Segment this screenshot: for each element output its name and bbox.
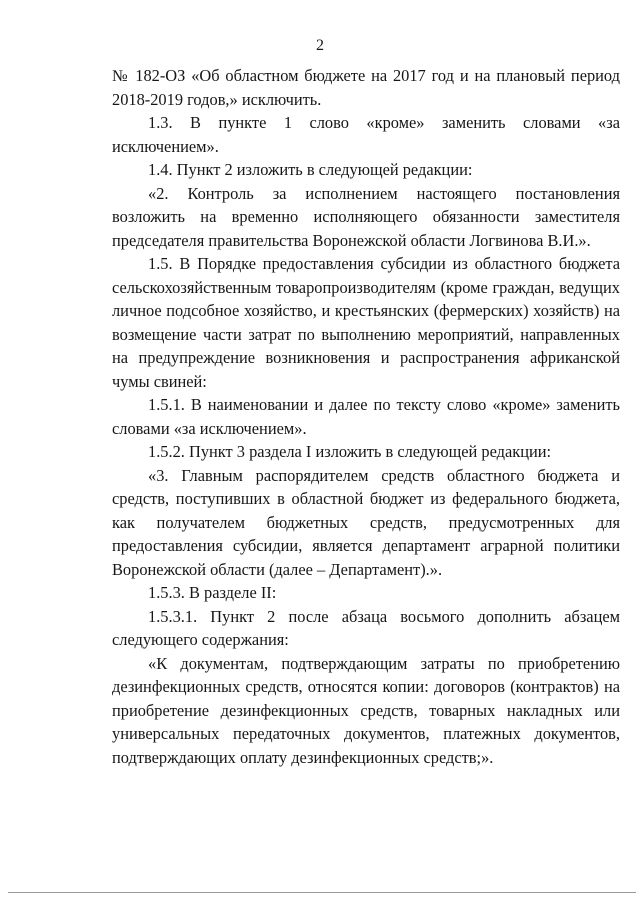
paragraph-control-clause: «2. Контроль за исполнением настоящего постановления возложить на временно исполняющего обязанности заместителя председателя правительства Воронежской области Логвинова В.И.». — [112, 183, 620, 250]
document-body — [112, 64, 620, 769]
paragraph-1-5-3: 1.5.3. В разделе II: — [148, 583, 277, 602]
page-number: 2 — [316, 37, 324, 54]
paragraph-1-5: 1.5. В Порядке предоставления субсидии из областного бюджета сельскохозяйственным товаропроизводителям (кроме граждан, ведущих личное подсобное хозяйство, и крестьянских (фермерских) хозяйств) на возмещение части затрат по выполнению мероприятий, направленных на предупреждение возникновения и распространения африканской чумы свиней: — [112, 254, 620, 391]
paragraph-1-5-1: 1.5.1. В наименовании и далее по тексту слово «кроме» заменить словами «за исключением». — [112, 395, 620, 438]
paragraph-main-distributor-clause: «3. Главным распорядителем средств областного бюджета и средств, поступивших в областной бюджет из федерального бюджета, как получателем бюджетных средств, предусмотренных для предоставления субсидии, является департамент аграрной политики Воронежской области (далее – Департамент).». — [112, 465, 620, 579]
paragraph-law-reference: № 182-ОЗ «Об областном бюджете на 2017 год и на плановый период 2018-2019 годов,» исключить. — [112, 66, 620, 109]
paragraph-documents-clause: «К документам, подтверждающим затраты по приобретению дезинфекционных средств, относятся копии: договоров (контрактов) на приобретение дезинфекционных средств, товарных накладных или универсальных передаточных документов, платежных документов, подтверждающих оплату дезинфекционных средств;». — [112, 653, 620, 767]
paragraph-1-3: 1.3. В пункте 1 слово «кроме» заменить словами «за исключением». — [112, 113, 620, 156]
paragraph-1-4: 1.4. Пункт 2 изложить в следующей редакции: — [148, 160, 473, 179]
paragraph-1-5-3-1: 1.5.3.1. Пункт 2 после абзаца восьмого дополнить абзацем следующего содержания: — [112, 606, 620, 649]
page-bottom-edge — [8, 892, 636, 893]
paragraph-1-5-2: 1.5.2. Пункт 3 раздела I изложить в следующей редакции: — [148, 442, 552, 461]
